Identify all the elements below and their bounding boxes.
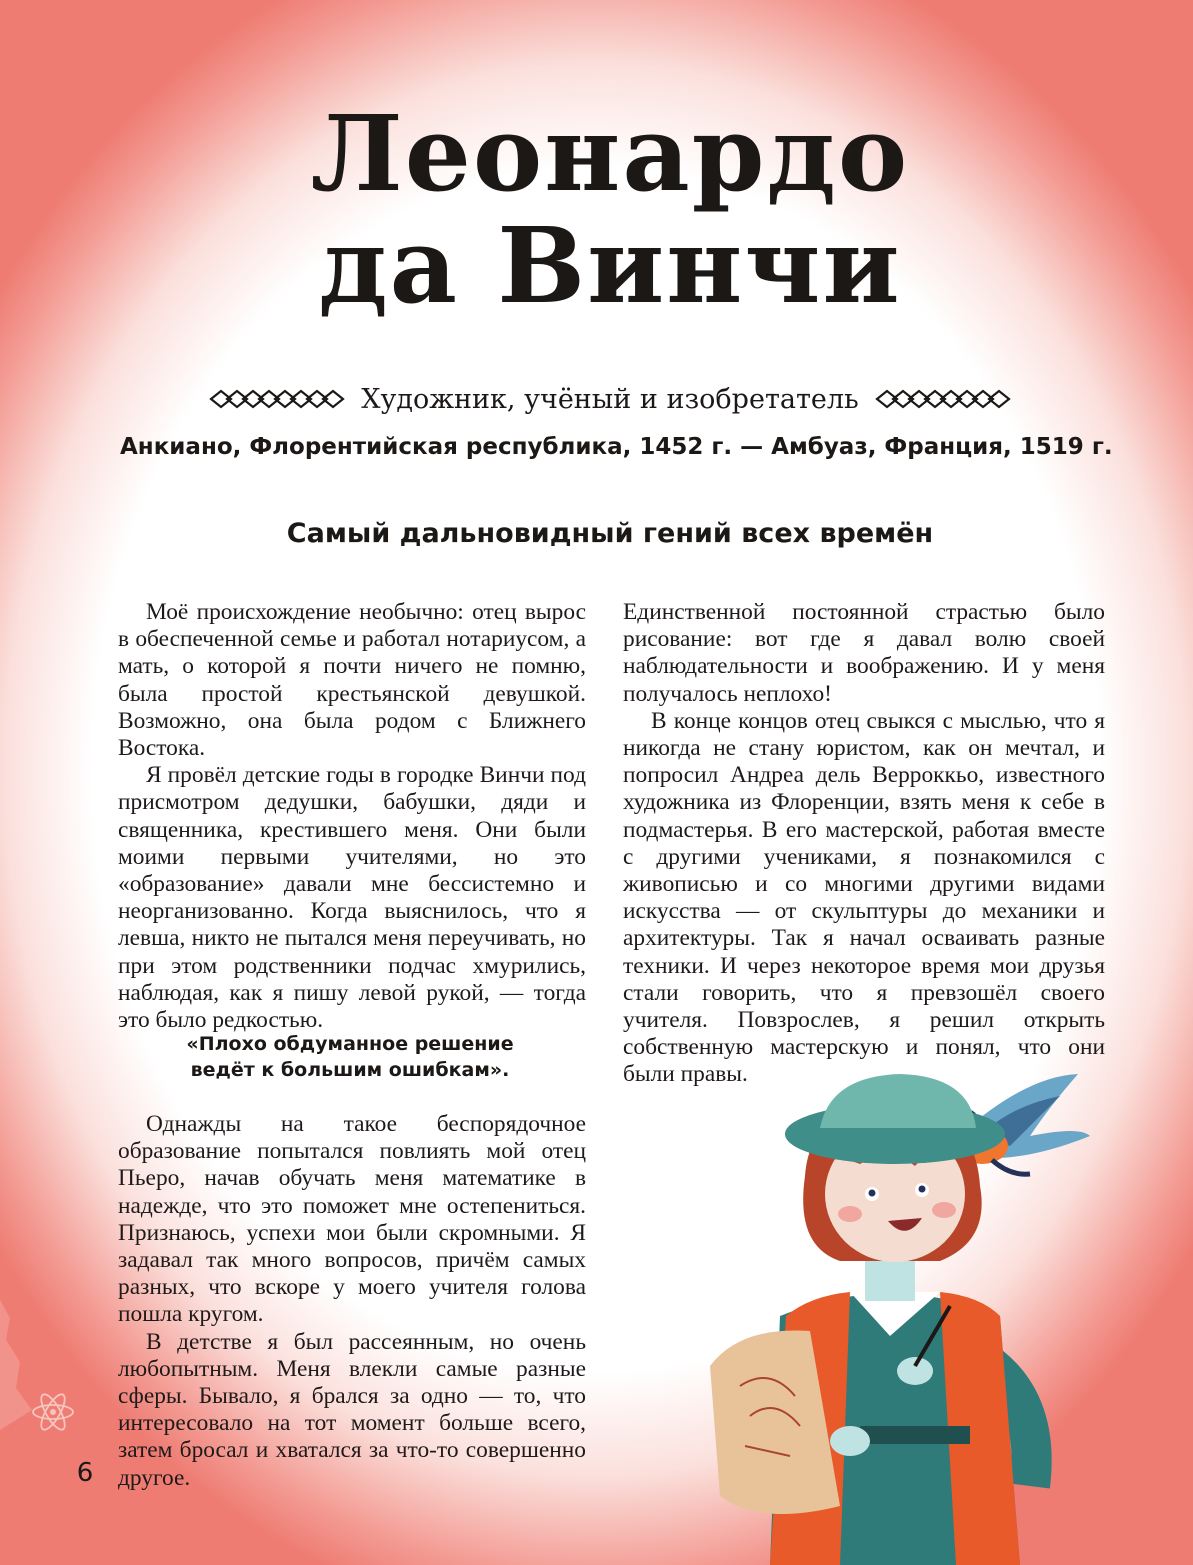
paragraph: В детстве я был рассеянным, но очень любопытным. Меня влекли самые разные сферы. Бывало, я брался за одно — то, что интересовало на тот момент больше всего, затем бросал и хватался за что-то совершенно другое. — [118, 1328, 586, 1491]
section-heading: Самый дальновидный гений всех времён — [286, 518, 934, 549]
quote-line: ведёт к большим ошибкам». — [190, 1059, 510, 1081]
right-column — [623, 599, 1105, 1089]
young-leonardo-with-bird-illustration — [700, 1066, 1100, 1565]
diamond-chain-ornament-icon — [207, 387, 347, 411]
page-title — [200, 92, 1020, 327]
page-number: 6 — [76, 1458, 94, 1488]
subtitle: Художник, учёный и изобретатель — [361, 383, 859, 415]
left-column-top — [118, 599, 586, 1034]
diamond-chain-ornament-icon — [873, 387, 1013, 411]
paragraph: Моё происхождение необычно: отец вырос в обеспеченной семье и работал нотариусом, а мать, о которой я почти ничего не помню, была простой крестьянской девушкой. Возможно, она была родом с Ближнего Востока. — [118, 599, 586, 762]
paragraph: Однажды на такое беспорядочное образование попытался повлиять мой отец Пьеро, начав обучать меня математике в надежде, что это поможет мне остепениться. Признаюсь, успехи мои были скромными. Я задавал так много вопросов, причём самых разных, что вскоре у моего учителя голова пошла кругом. — [118, 1111, 586, 1328]
title-line-1: Леонардо — [310, 92, 910, 215]
paragraph: В конце концов отец свыкся с мыслью, что я никогда не стану юристом, как он мечтал, и попросил Андреа дель Верроккьо, известного художника из Флоренции, взять меня к себе в подмастерья. В его мастерской, работая вместе с другими учениками, я познакомился с живописью и со многими другими видами искусства — от скульптуры до механики и архитектуры. Так я начал осваивать разные техники. И через некоторое время мои друзья стали говорить, что я превзошёл своего учителя. Повзрослев, я решил открыть собственную мастерскую и понял, что они были правы. — [623, 707, 1105, 1088]
subtitle-row — [160, 376, 1060, 422]
atom-icon — [28, 1392, 78, 1432]
quote-line: «Плохо обдуманное решение — [186, 1033, 514, 1055]
paragraph: Единственной постоянной страстью было рисование: вот где я давал волю своей наблюдательности и воображению. И у меня получалось неплохо! — [623, 599, 1105, 707]
pull-quote — [150, 1031, 550, 1083]
lifespan-line: Анкиано, Флорентийская республика, 1452 г. — Амбуаз, Франция, 1519 г. — [120, 434, 1113, 460]
title-line-2: да Винчи — [318, 204, 902, 327]
paragraph: Я провёл детские годы в городке Винчи под присмотром дедушки, бабушки, дяди и священника, крестившего меня. Они были моими первыми учителями, но это «образование» давали мне бессистемно и неорганизованно. Когда выяснилось, что я левша, никто не пытался меня переучивать, но при этом родственники подчас хмурились, наблюдая, как я пишу левой рукой, — тогда это было редкостью. — [118, 762, 586, 1034]
left-column-bottom — [118, 1111, 586, 1492]
